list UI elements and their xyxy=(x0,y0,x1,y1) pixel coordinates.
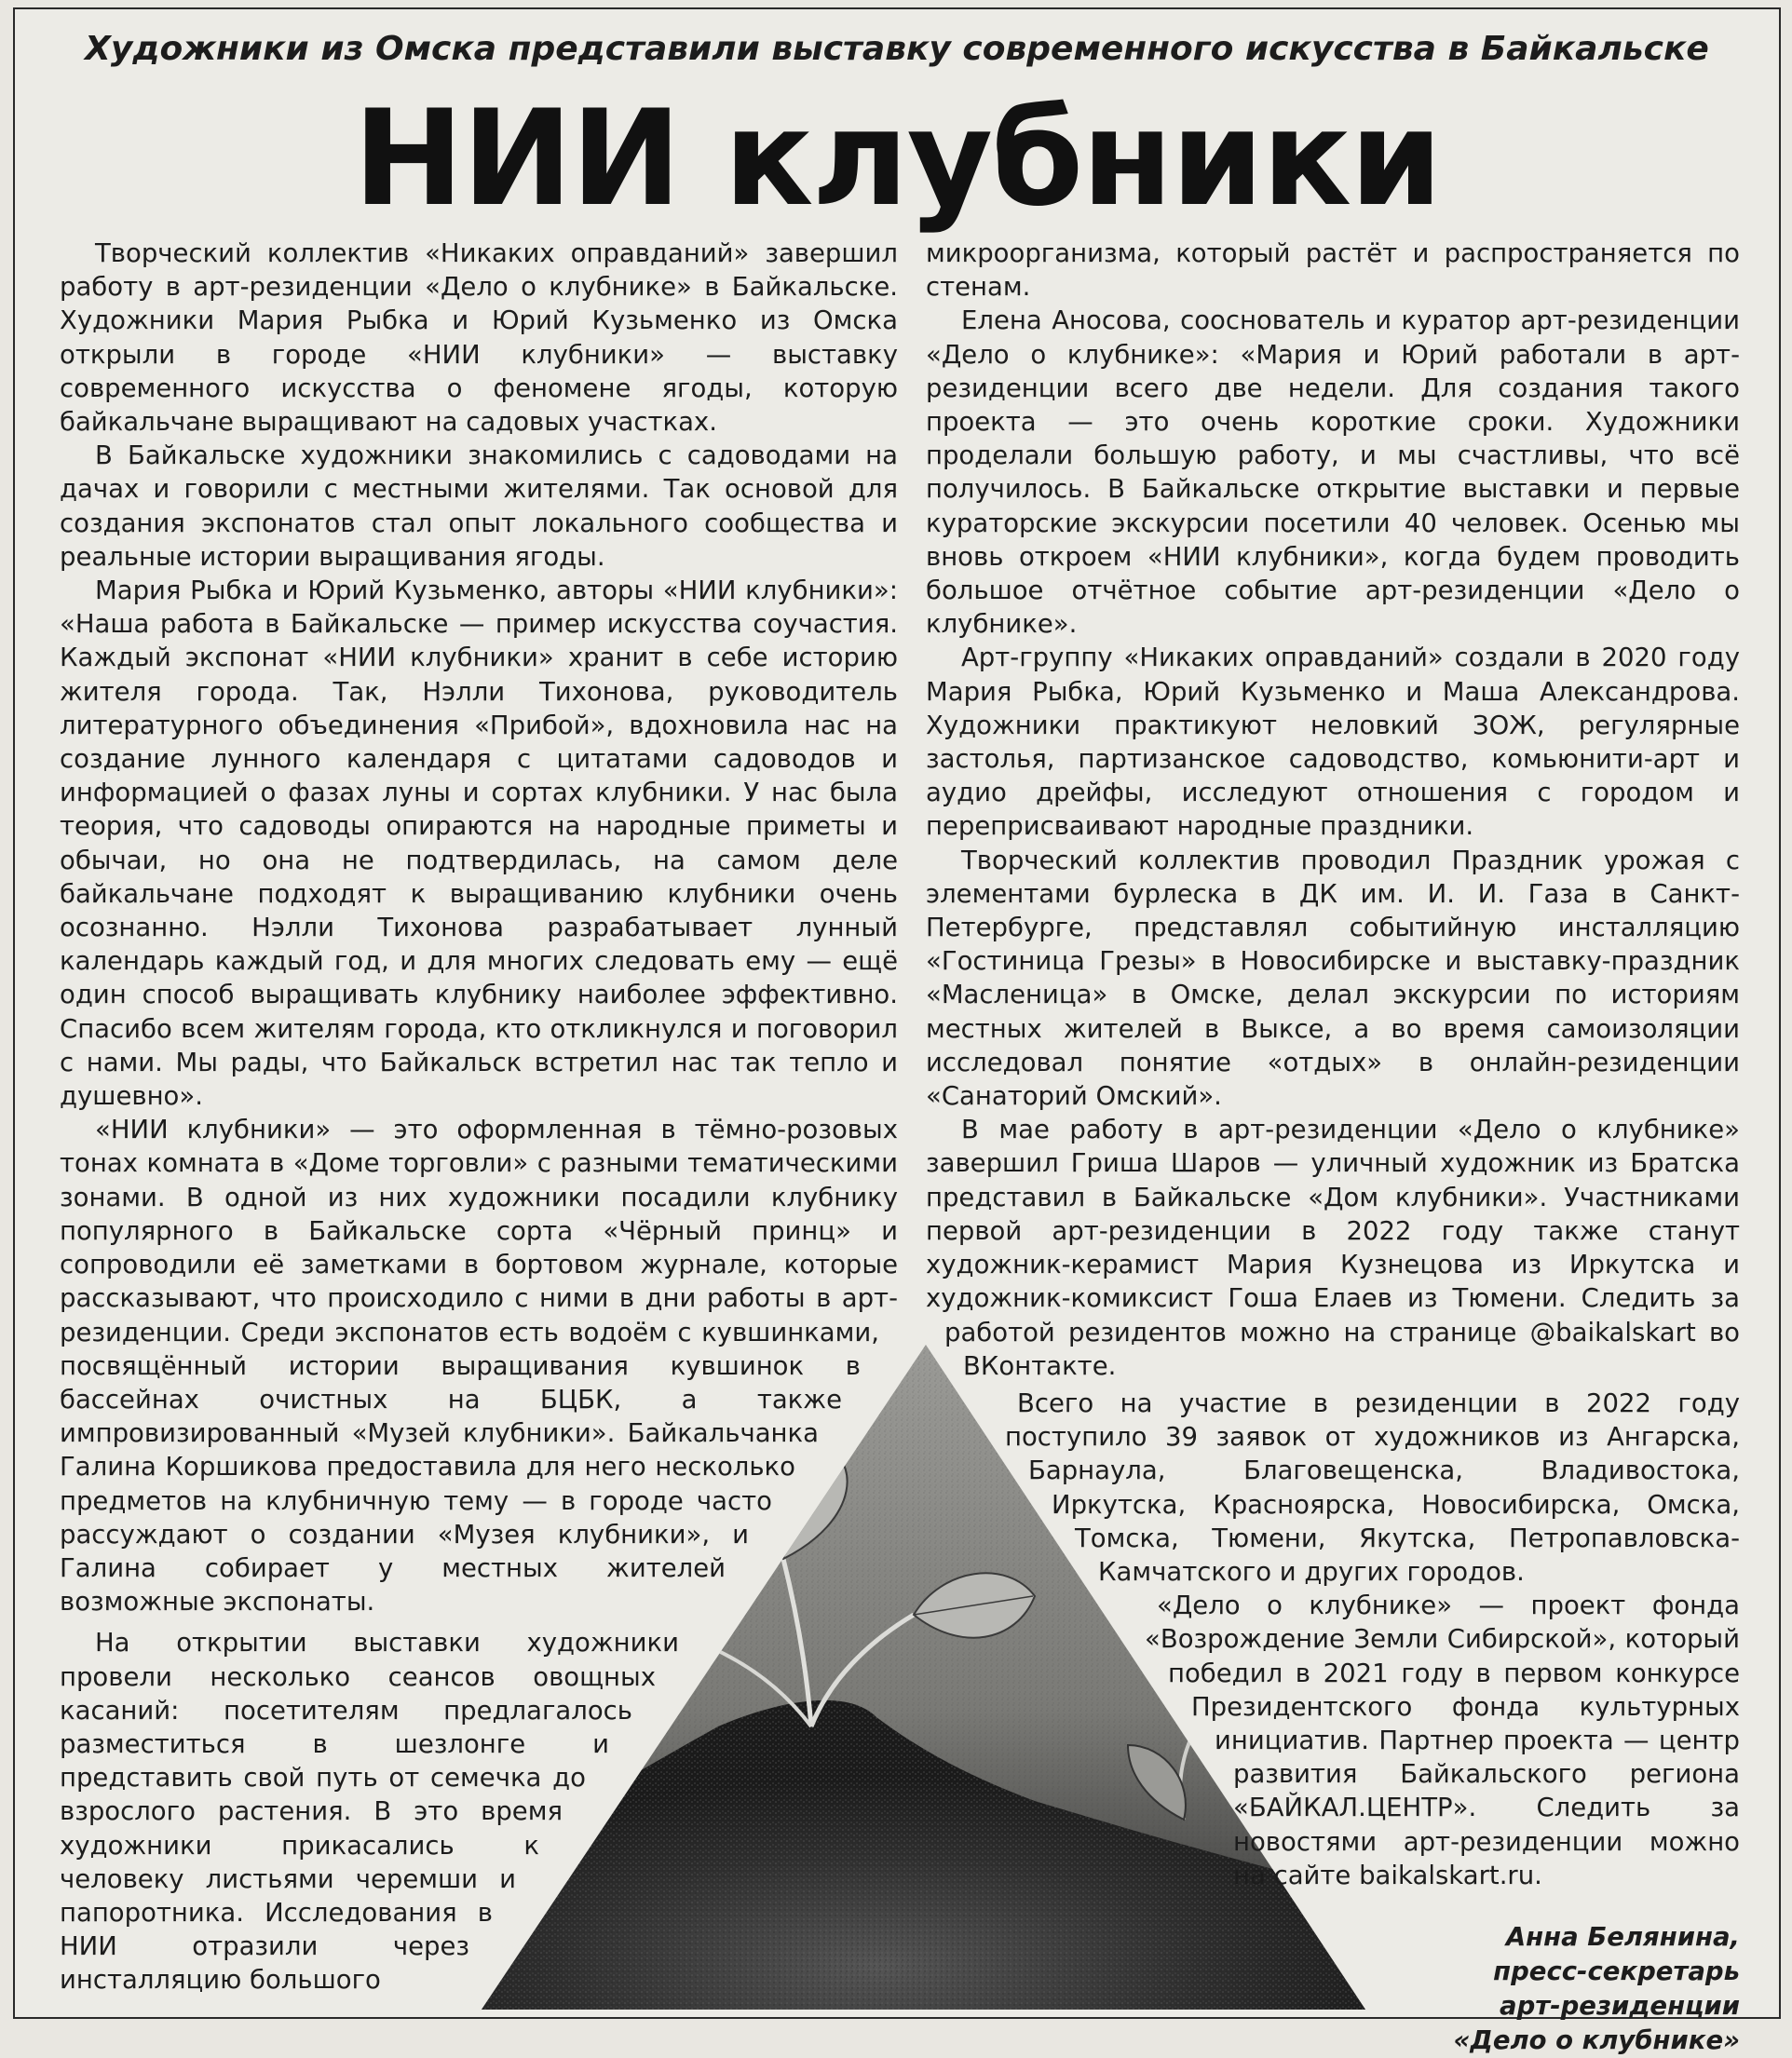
right-paragraph: Творческий коллектив проводил Праздник урожая с элементами бурлеска в ДК им. И. И. Газа в Санкт-Петербурге, представлял событийную инсталляцию «Гостиница Грезы» в Новосибирске и выставку-праздник «Масленица» в Омске, делал экскурсии по историям местных жителей в Выксе, а во время самоизоляции исследовал понятие «отдых» в онлайн-резиденции «Санаторий Омский». xyxy=(926,845,1740,1112)
right-paragraph: Всего на участие в резиденции в 2022 году поступило 39 заявок от художников из Ангарска, Барнаула, Благовещенска, Владивостока, Иркутска, Красноярска, Новосибирска, Омска, Томска, Тюмени, Якутска, Петропавловска-Камчатского и других городов. xyxy=(1005,1388,1740,1587)
author-role: пресс-секретарь xyxy=(1493,1956,1740,1986)
author-role-2: арт-резиденции xyxy=(1500,1990,1740,2021)
right-paragraph: Арт-группу «Никаких оправданий» создали в 2020 году Мария Рыбка, Юрий Кузьменко и Маша Александрова. Художники практикуют неловкий ЗОЖ, регулярные застолья, партизанское садоводство, комьюнити-арт и аудио дрейфы, исследуют отношения с городом и переприсваивают народные праздники. xyxy=(926,643,1740,842)
right-paragraph: Елена Аносова, сооснователь и куратор арт-резиденции «Дело о клубнике»: «Мария и Юрий работали в арт-резиденции всего две недели. Для создания такого проекта — это очень короткие сроки. Художники проделали большую работу, и мы счастливы, что всё получилось. В Байкальске открытие выставки и первые кураторские экскурсии посетили 40 человек. Осенью мы вновь откроем «НИИ клубники», когда будем проводить большое отчётное событие арт-резиденции «Дело о клубнике». xyxy=(926,305,1740,640)
newspaper-clipping xyxy=(13,7,1781,2055)
right-paragraph: «Дело о клубнике» — проект фонда «Возрождение Земли Сибирской», который победил в 2021 году в первом конкурсе Президентского фонда культурных инициатив. Партнер проекта — центр развития Байкальского региона «БАЙКАЛ.ЦЕНТР». Следить за новостями арт-резиденции можно на сайте baikalskart.ru. xyxy=(1145,1591,1740,1890)
author-name: Анна Белянина, xyxy=(1505,1921,1740,1952)
left-column xyxy=(60,237,898,1996)
left-paragraph: На открытии выставки художники провели несколько сеансов овощных касаний: посетителям предлагалось разместиться в шезлонге и представить свой путь от семечка до взрослого растения. В это время художники прикасались к человеку листьями черемши и папоротника. Исследования в НИИ отразили через инсталляцию большого xyxy=(60,1628,679,1996)
left-paragraph: Мария Рыбка и Юрий Кузьменко, авторы «НИИ клубники»: «Наша работа в Байкальске — пример искусства соучастия. Каждый экспонат «НИИ клубники» хранит в себе историю жителя города. Так, Нэлли Тихонова, руководитель литературного объединения «Прибой», вдохновила нас на создание лунного календаря с цитатами садоводов и информацией о фазах луны и сортах клубники. У нас была теория, что садоводы опираются на народные приметы и обычаи, но она не подтвердилась, на самом деле байкальчане подходят к выращиванию клубники очень осознанно. Нэлли Тихонова разрабатывает лунный календарь каждый год, и для многих следовать ему — ещё один способ выращивать клубнику наиболее эффективно. Спасибо всем жителям города, кто откликнулся и поговорил с нами. Мы рады, что Байкальск встретил нас так тепло и душевно». xyxy=(60,575,898,1112)
left-paragraph: «НИИ клубники» — это оформленная в тёмно-розовых тонах комната в «Доме торговли» с разными тематическими зонами. В одной из них художники посадили клубнику популярного в Байкальске сорта «Чёрный принц» и сопроводили её заметками в бортовом журнале, которые рассказывают, что происходило с ними в дни работы в арт-резиденции. Среди экспонатов есть водоём с кувшинками, посвящённый истории выращивания кувшинок в бассейнах очистных на БЦБК, а также импровизированный «Музей клубники». Байкальчанка Галина Коршикова предоставила для него несколько предметов на клубничную тему — в городе часто рассуждают о создании «Музея клубники», и Галина собирает у местных жителей возможные экспонаты. xyxy=(60,1115,898,1618)
right-column xyxy=(926,237,1740,2055)
article-headline: НИИ клубники xyxy=(353,82,1441,236)
article-subtitle: Художники из Омска представили выставку современного искусства в Байкальске xyxy=(85,30,1709,68)
right-paragraph: В мае работу в арт-резиденции «Дело о клубнике» завершил Гриша Шаров — уличный художник из Братска представил в Байкальске «Дом клубники». Участниками первой арт-резиденции в 2022 году также станут художник-керамист Мария Кузнецова из Иркутска и художник-комиксист Гоша Елаев из Тюмени. Следить за работой резидентов можно на странице @baikalskart во ВКонтакте. xyxy=(926,1115,1740,1381)
left-paragraph: В Байкальске художники знакомились с садоводами на дачах и говорили с местными жителями. Так основой для создания экспонатов стал опыт локального сообщества и реальные истории выращивания ягоды. xyxy=(60,440,898,572)
right-paragraph: микроорганизма, который растёт и распространяется по стенам. xyxy=(926,238,1740,303)
author-organization: «Дело о клубнике» xyxy=(1453,2024,1740,2055)
left-paragraph: Творческий коллектив «Никаких оправданий» завершил работу в арт-резиденции «Дело о клубнике» в Байкальске. Художники Мария Рыбка и Юрий Кузьменко из Омска открыли в городе «НИИ клубники» — выставку современного искусства о феномене ягоды, которую байкальчане выращивают на садовых участках. xyxy=(60,238,898,438)
